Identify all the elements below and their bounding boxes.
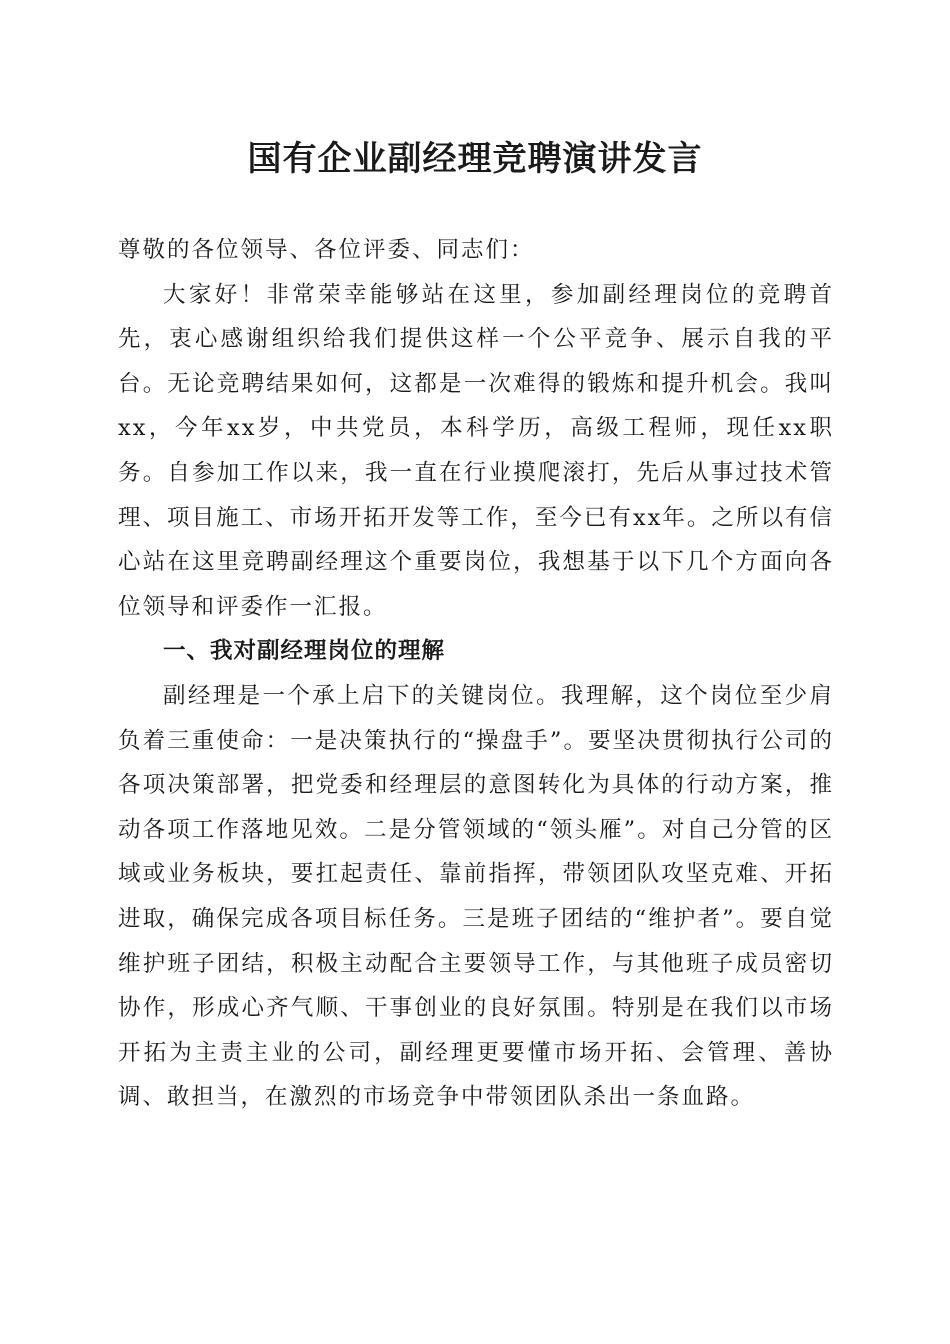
salutation: 尊敬的各位领导、各位评委、同志们：	[118, 237, 535, 263]
document-body	[118, 228, 834, 1120]
paragraph-role-understanding: 副经理是一个承上启下的关键岗位。我理解，这个岗位至少肩负着三重使命：一是决策执行的“操盘手”。要坚决贯彻执行公司的各项决策部署，把党委和经理层的意图转化为具体的行动方案，推动各项工作落地见效。二是分管领域的“领头雁”。对自己分管的区域或业务板块，要扛起责任、靠前指挥，带领团队攻坚克难、开拓进取，确保完成各项目标任务。三是班子团结的“维护者”。要自觉维护班子团结，积极主动配合主要领导工作，与其他班子成员密切协作，形成心齐气顺、干事创业的良好氛围。特别是在我们以市场开拓为主责主业的公司，副经理更要懂市场开拓、会管理、善协调、敢担当，在激烈的市场竞争中带领团队杀出一条血路。	[118, 682, 834, 1111]
paragraph-introduction: 大家好！非常荣幸能够站在这里，参加副经理岗位的竞聘首先，衷心感谢组织给我们提供这样一个公平竞争、展示自我的平台。无论竞聘结果如何，这都是一次难得的锻炼和提升机会。我叫xx，今年xx岁，中共党员，本科学历，高级工程师，现任xx职务。自参加工作以来，我一直在行业摸爬滚打，先后从事过技术管理、项目施工、市场开拓开发等工作，至今已有xx年。之所以有信心站在这里竞聘副经理这个重要岗位，我想基于以下几个方面向各位领导和评委作一汇报。	[118, 281, 834, 620]
section-heading-1: 一、我对副经理岗位的理解	[163, 638, 446, 665]
document-title: 国有企业副经理竞聘演讲发言	[247, 139, 703, 179]
